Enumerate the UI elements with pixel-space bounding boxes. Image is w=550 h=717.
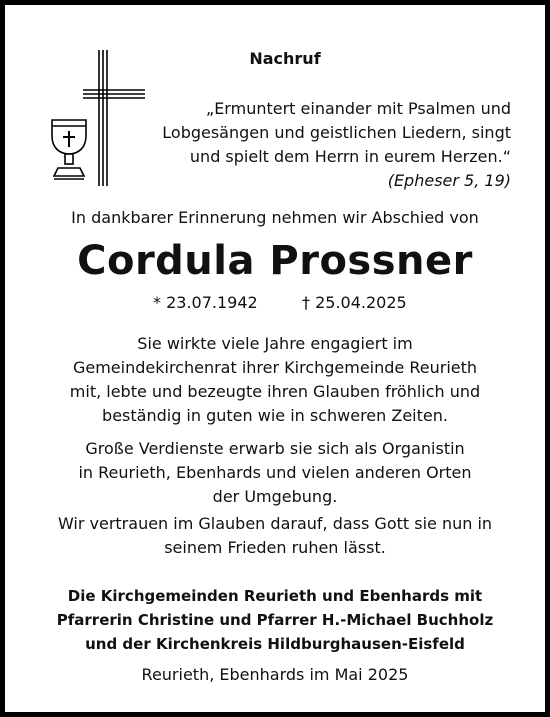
place-date: Reurieth, Ebenhards im Mai 2025: [141, 665, 409, 684]
paragraph-organist: [5, 437, 545, 509]
text-line: beständig in guten wie in schweren Zeiten.: [102, 406, 448, 425]
death-date: † 25.04.2025: [302, 293, 407, 312]
deceased-name: Cordula Prossner: [77, 238, 473, 284]
birth-date: * 23.07.1942: [153, 293, 258, 312]
text-line: Große Verdienste erwarb sie sich als Organistin: [85, 439, 465, 458]
signer-line: Die Kirchgemeinden Reurieth und Ebenhards mit: [67, 587, 483, 605]
quote-line: Lobgesängen und geistlichen Liedern, singt: [162, 123, 511, 142]
quote-line: und spielt dem Herrn in eurem Herzen.“: [189, 147, 511, 166]
signers-block: [5, 584, 545, 656]
signer-line: Pfarrerin Christine und Pfarrer H.-Michael Buchholz: [56, 611, 494, 629]
paragraph-engagement: [5, 332, 545, 428]
text-line: der Umgebung.: [212, 487, 338, 506]
text-line: Sie wirkte viele Jahre engagiert im: [137, 334, 413, 353]
quote-reference: (Epheser 5, 19): [387, 171, 511, 190]
intro-text: In dankbarer Erinnerung nehmen wir Abschied von: [71, 208, 479, 227]
text-line: Wir vertrauen im Glauben darauf, dass Gott sie nun in: [57, 514, 493, 533]
paragraph-faith: [5, 512, 545, 560]
bible-quote: [131, 97, 511, 193]
signer-line: und der Kirchenkreis Hildburghausen-Eisfeld: [85, 635, 465, 653]
text-line: in Reurieth, Ebenhards und vielen anderen Orten: [78, 463, 472, 482]
text-line: mit, lebte und bezeugte ihren Glauben fröhlich und: [69, 382, 481, 401]
text-line: Gemeindekirchenrat ihrer Kirchgemeinde Reurieth: [72, 358, 478, 377]
quote-line: „Ermuntert einander mit Psalmen und: [205, 99, 511, 118]
page-title: Nachruf: [249, 49, 321, 68]
text-line: seinem Frieden ruhen lässt.: [164, 538, 386, 557]
chalice-icon: [48, 118, 90, 180]
